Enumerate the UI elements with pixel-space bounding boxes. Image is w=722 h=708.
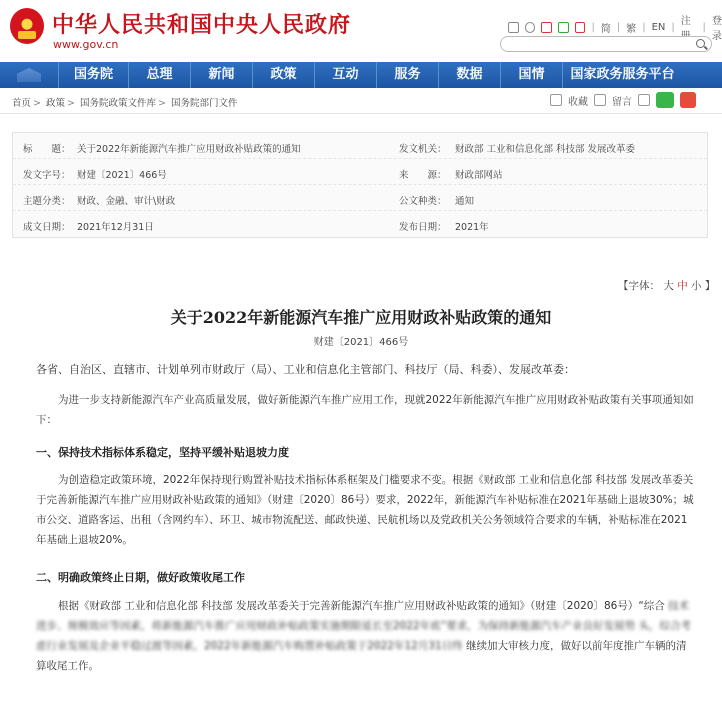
nav-item-news[interactable]: 新闻 — [190, 62, 252, 88]
section-2-blurred-text: 头，综合考虑行业发展及企业平稳过渡等因素，2022年新能源汽车购置补贴政策于2022年12月31日终 — [36, 620, 692, 652]
print-icon[interactable] — [638, 94, 650, 106]
search-icon[interactable] — [696, 39, 705, 48]
nav-item-gov-service-platform[interactable]: 国家政务服务平台 — [562, 62, 682, 88]
breadcrumb-bar — [0, 88, 722, 114]
meta-key: 公文种类： — [399, 196, 447, 207]
meta-key: 发文字号： — [23, 170, 71, 181]
favorite-link[interactable]: 收藏 — [568, 96, 588, 108]
font-size-selector: 【字体： 大 中 小 】 — [618, 280, 716, 292]
nav-item-national-info[interactable]: 国情 — [500, 62, 562, 88]
document-meta-table — [12, 132, 708, 238]
search-input[interactable] — [500, 36, 712, 52]
document-number: 财建〔2021〕466号 — [313, 337, 409, 348]
meta-value: 财政部 工业和信息化部 科技部 发展改革委 — [455, 144, 636, 155]
meta-row — [13, 185, 707, 211]
meta-key: 标 题： — [23, 144, 71, 155]
link-simplified[interactable]: 简 — [600, 23, 611, 35]
font-size-small[interactable]: 小 — [691, 280, 702, 292]
site-title[interactable]: 中华人民共和国中央人民政府 — [52, 12, 352, 38]
wechat-share-icon[interactable] — [656, 92, 674, 108]
link-traditional[interactable]: 繁 — [626, 23, 637, 35]
meta-value: 财政、金融、审计\财政 — [77, 196, 176, 207]
wechat-icon[interactable] — [558, 22, 569, 33]
nav-item-service[interactable]: 服务 — [376, 62, 438, 88]
nav-item-premier[interactable]: 总理 — [128, 62, 190, 88]
section-heading-1: 一、保持技术指标体系稳定，坚持平缓补贴退坡力度 — [36, 446, 289, 459]
video-icon[interactable] — [575, 22, 586, 33]
star-icon[interactable] — [550, 94, 562, 106]
section-heading-2: 二、明确政策终止日期，做好政策收尾工作 — [36, 571, 245, 584]
section-2-text: 根据《财政部 工业和信息化部 科技部 发展改革委关于完善新能源汽车推广应用财政补贴政策的通知》（财建〔2020〕86号）“综合 — [58, 600, 665, 612]
breadcrumb-library[interactable]: 国务院政策文件库 — [80, 98, 157, 109]
home-icon[interactable] — [0, 62, 58, 88]
section-2-blurred-text: 技术进步、规模效应等因素，将新能源汽车推广应用财政补贴政策实施期限延长至2022年底”要求，为保持新能源汽车产业良好发展势 — [36, 600, 690, 632]
link-login[interactable]: 登录 — [711, 16, 722, 42]
link-english[interactable]: EN — [651, 21, 666, 33]
site-url: www.gov.cn — [53, 38, 119, 51]
mobile-icon[interactable] — [525, 22, 536, 33]
section-1-paragraph: 为创造稳定政策环境，2022年保持现行购置补贴技术指标体系框架及门槛要求不变。根据《财政部 工业和信息化部 科技部 发展改革委关于完善新能源汽车推广应用财政补贴政策的通知》（财建〔2020〕86号）要求，2022年，新能源汽车补贴标准在2021年基础上退坡30%；城市公交、道路客运、出租（含网约车）、环卫、城市物流配送、邮政快递、民航机场以及党政机关公务领域符合要求的车辆，补贴标准在2021年基础上退坡20%。 — [36, 474, 694, 546]
breadcrumb-home[interactable]: 首页 — [12, 98, 32, 109]
weibo-share-icon[interactable] — [680, 92, 696, 108]
nav-item-interaction[interactable]: 互动 — [314, 62, 376, 88]
font-size-medium[interactable]: 中 — [677, 280, 688, 292]
breadcrumb-policy[interactable]: 政策 — [46, 98, 66, 109]
section-2-text-end: 继续加大审核力度，做好以前年度推广车辆的清算收尾工作。 — [36, 640, 687, 672]
site-header — [0, 0, 722, 62]
font-size-large[interactable]: 大 — [663, 280, 674, 292]
comment-icon[interactable] — [594, 94, 606, 106]
meta-row — [13, 133, 707, 159]
breadcrumb-dept-docs[interactable]: 国务院部门文件 — [171, 98, 238, 109]
share-bar — [550, 92, 696, 108]
main-nav — [0, 62, 722, 88]
nav-item-data[interactable]: 数据 — [438, 62, 500, 88]
meta-value: 通知 — [455, 196, 475, 207]
meta-value: 财政部网站 — [455, 170, 503, 181]
link-register[interactable]: 注 — [680, 16, 691, 27]
meta-key: 发文机关： — [399, 144, 447, 155]
meta-key: 发布日期： — [399, 222, 447, 233]
meta-value: 财建〔2021〕466号 — [77, 170, 167, 181]
mail-icon[interactable] — [508, 22, 519, 33]
nav-item-state-council[interactable]: 国务院 — [58, 62, 128, 88]
breadcrumb: 首页 > 政策 > 国务院政策文件库 > 国务院部门文件 — [12, 98, 238, 109]
meta-key: 来 源： — [399, 170, 447, 181]
salutation: 各省、自治区、直辖市、计划单列市财政厅（局）、工业和信息化主管部门、科技厅（局、科委）、发展改革委： — [36, 363, 575, 376]
meta-row — [13, 211, 707, 237]
article-title: 关于2022年新能源汽车推广应用财政补贴政策的通知 — [170, 308, 552, 327]
national-emblem-icon[interactable] — [10, 8, 44, 44]
meta-key: 主题分类： — [23, 196, 71, 207]
weibo-icon[interactable] — [541, 22, 552, 33]
meta-value: 关于2022年新能源汽车推广应用财政补贴政策的通知 — [77, 144, 301, 155]
meta-value: 2021年12月31日 — [77, 222, 154, 233]
top-links: | 简 | 繁 | EN | 注 | 登录 — [508, 12, 722, 42]
nav-item-policy[interactable]: 政策 — [252, 62, 314, 88]
meta-value: 2021年 — [455, 222, 489, 233]
meta-key: 成文日期： — [23, 222, 71, 233]
meta-row — [13, 159, 707, 185]
section-2-paragraph — [36, 596, 696, 676]
intro-paragraph: 为进一步支持新能源汽车产业高质量发展，做好新能源汽车推广应用工作，现就2022年新能源汽车推广应用财政补贴政策有关事项通知如下： — [36, 394, 694, 426]
message-link[interactable]: 留言 — [612, 96, 632, 108]
